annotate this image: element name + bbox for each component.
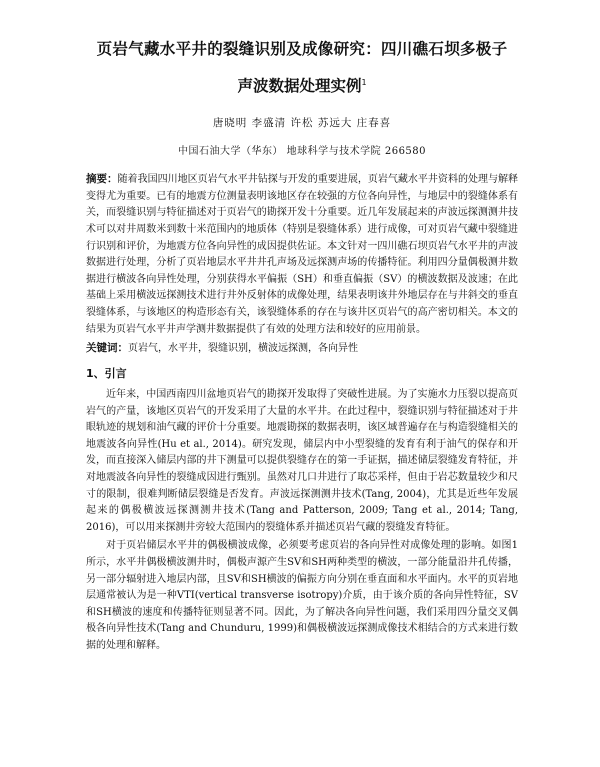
title-line-2-text: 声波数据处理实例 bbox=[237, 77, 362, 96]
title-line-1: 页岩气藏水平井的裂缝识别及成像研究：四川礁石坝多极子 bbox=[96, 40, 508, 58]
keywords bbox=[86, 340, 518, 357]
abstract-label: 摘要： bbox=[86, 173, 118, 186]
title-line-2 bbox=[86, 72, 518, 97]
affiliation: 中国石油大学（华东） 地球科学与技术学院 266580 bbox=[177, 146, 427, 158]
abstract bbox=[86, 171, 518, 338]
abstract-text: 随着我国四川地区页岩气水平井钻探与开发的重要进展，页岩气藏水平井资料的处理与解释变得尤为重要。已有的地震方位测量表明该地区存在较强的方位各向异性，与地层中的裂缝体系有关，而裂缝识别与特征描述对于页岩气的勘探开发十分重要。近几年发展起来的声波远探测测井技术可以对井周数米到数十米范围内的地质体（特别是裂缝体系）进行成像，可对页岩气藏中裂缝进行识别和评价，为地震方位各向异性的成因提供佐证。本文针对一四川礁石坝页岩气水平井的声波数据进行处理，分析了页岩地层水平井井孔声场及远探测声场的传播特征。利用四分量偶极测井数据进行横波各向异性处理，分别获得水平偏振（SH）和垂直偏振（SV）的横波数据及波速；在此基础上采用横波远探测技术进行井外反射体的成像处理，结果表明该井外地层存在与井斜交的垂直裂缝体系，与该地区的构造形态有关，该裂缝体系的存在与该井区页岩气的高产密切相关。本文的结果为页岩气水平井声学测井数据提供了有效的处理方法和较好的应用前景。 bbox=[86, 174, 519, 335]
intro-paragraph-1: 近年来，中国西南四川盆地页岩气的勘探开发取得了突破性进展。为了实施水力压裂以提高页岩气的产量，该地区页岩气的开发采用了大量的水平井。在此过程中，裂缝识别与特征描述对于井眼轨迹的规划和油气藏的评价十分重要。地震勘探的数据表明，该区域普遍存在与构造裂缝相关的地震波各向异性(Hu et al., 2014)。研究发现，储层内中小型裂缝的发育有利于油气的保存和开发，而直接深入储层内部的井下测量可以提供裂缝存在的第一手证据，描述储层裂缝发育特征，并对地震波各向异性的裂缝成因进行甄别。虽然对几口井进行了取芯采样，但由于岩芯数量较少和尺寸的限制，很难判断储层裂缝是否发育。声波远探测测井技术(Tang, 2004)，尤其是近些年发展起来的偶极横波远探测测井技术(Tang and Patterson, 2009; Tang et al., 2014; Tang, 2016)，可以用来探测井旁较大范围内的裂缝体系并描述页岩气藏的裂缝发育特征。 bbox=[86, 389, 518, 533]
section-heading-introduction: 1、引言 bbox=[86, 367, 127, 381]
paper-title bbox=[86, 38, 518, 97]
keywords-label: 关键词： bbox=[86, 342, 128, 355]
author-list: 唐晓明 李盛清 许松 苏远大 庄春喜 bbox=[212, 117, 392, 130]
title-footnote-mark: 1 bbox=[361, 78, 367, 87]
intro-paragraph-2: 对于页岩储层水平井的偶极横波成像，必须要考虑页岩的各向异性对成像处理的影响。如图1所示，水平井偶极横波测井时，偶极声源产生SV和SH两种类型的横波，一部分能量沿井孔传播，另一部分辐射进入地层内部，且SV和SH横波的偏振方向分别在垂直面和水平面内。水平的页岩地层通常被认为是一种VTI(vertical transverse isotropy)介质，由于该介质的各向异性特征，SV和SH横波的速度和传播特征则显著不同。因此，为了解决各向异性问题，我们采用四分量交叉偶极各向异性技术(Tang and Chunduru, 1999)和偶极横波远探测成像技术相结合的方式来进行数据的处理和解释。 bbox=[86, 540, 518, 651]
keywords-text: 页岩气，水平井，裂缝识别，横波远探测，各向异性 bbox=[128, 343, 358, 355]
